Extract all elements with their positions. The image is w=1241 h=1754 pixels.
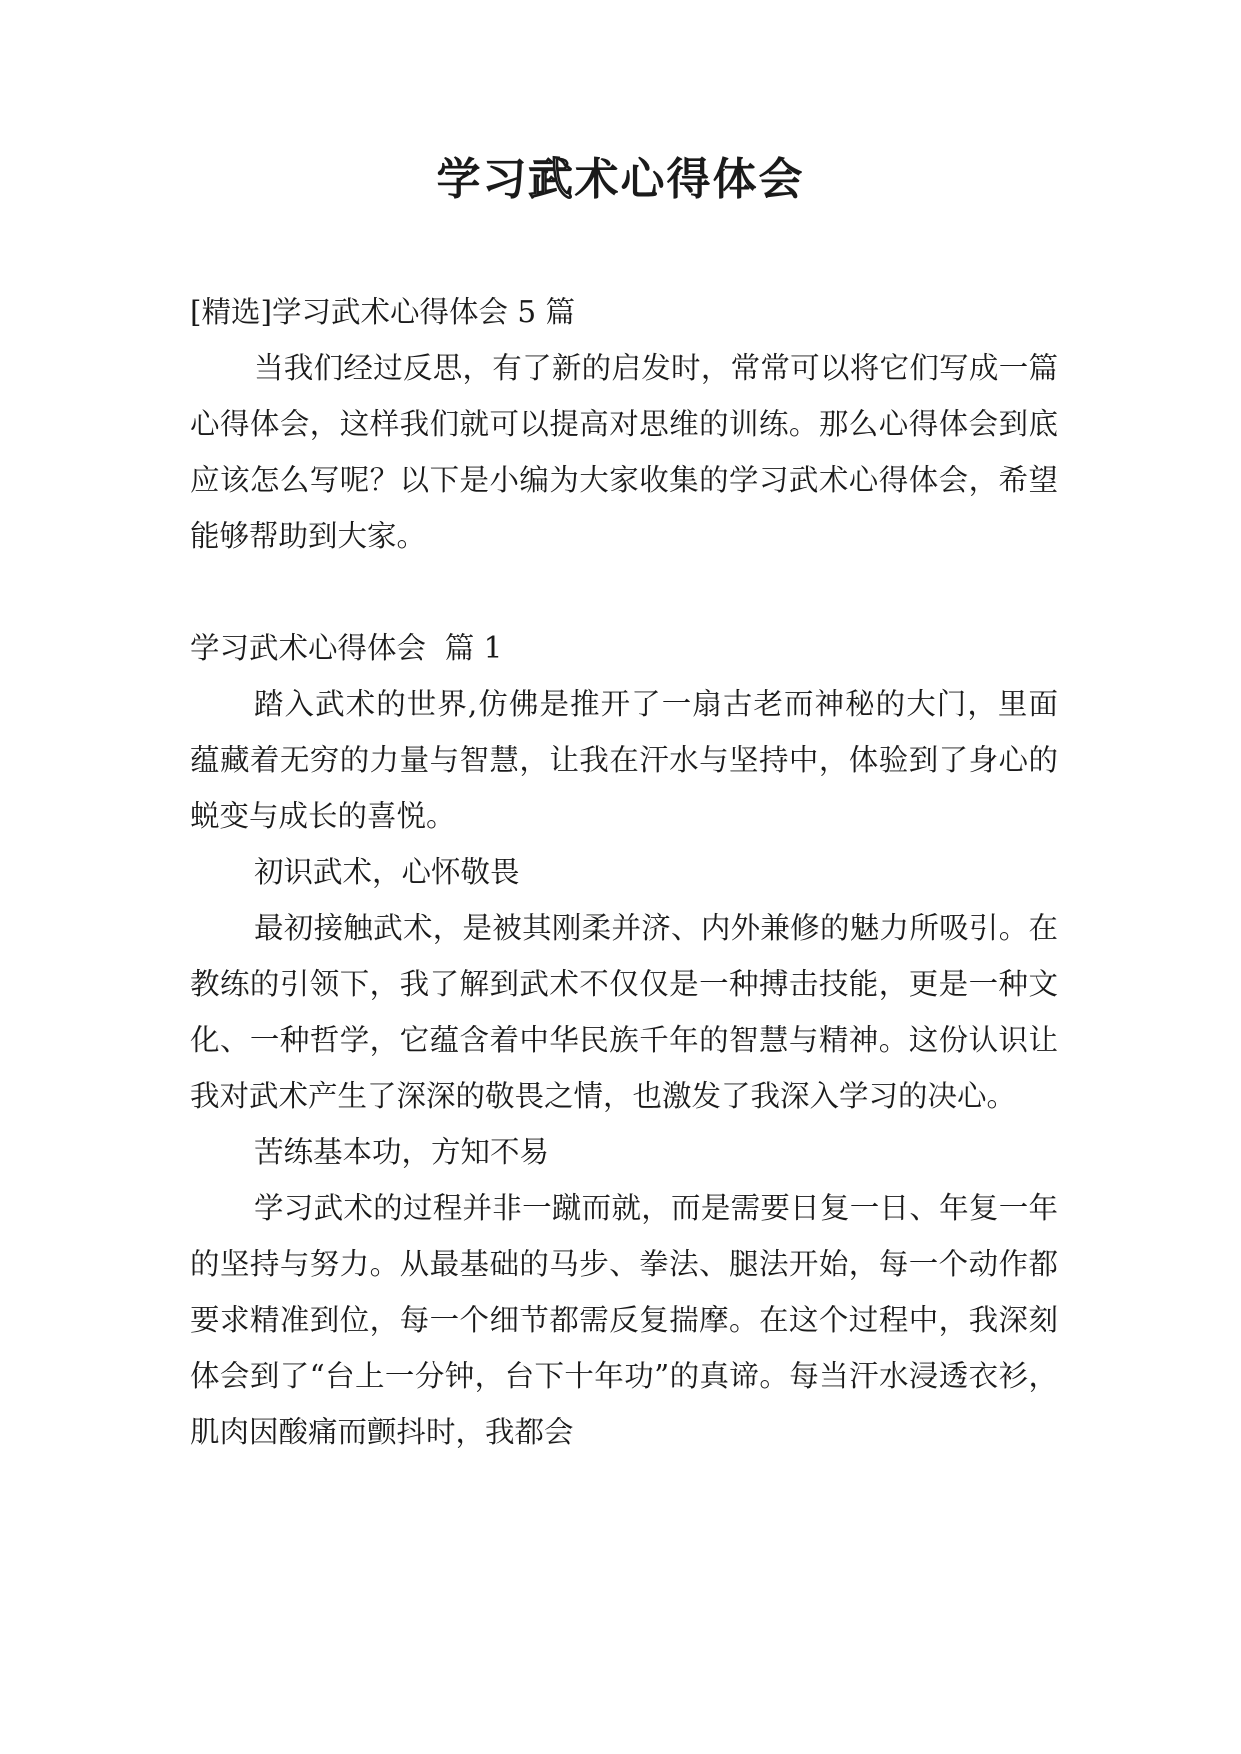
section-1-heading: 学习武术心得体会 篇 1 xyxy=(190,631,503,665)
document-subtitle: [精选]学习武术心得体会 5 篇 xyxy=(190,295,576,329)
section-1-paragraph-2: 最初接触武术，是被其刚柔并济、内外兼修的魅力所吸引。在教练的引领下，我了解到武术不仅仅是一种搏击技能，更是一种文化、一种哲学，它蕴含着中华民族千年的智慧与精神。这份认识让我对武术产生了深深的敬畏之情，也激发了我深入学习的决心。 xyxy=(190,911,1058,1113)
document-title xyxy=(0,150,1241,210)
section-1-subheading-2: 苦练基本功，方知不易 xyxy=(254,1135,550,1169)
title-part-1: 学习 xyxy=(436,154,529,205)
title-outlined-char: 武 xyxy=(528,154,575,205)
title-part-2: 术心得体会 xyxy=(574,154,805,205)
blank-line xyxy=(190,564,1058,620)
section-1-paragraph-1: 踏入武术的世界,仿佛是推开了一扇古老而神秘的大门，里面蕴藏着无穷的力量与智慧，让我在汗水与坚持中，体验到了身心的蜕变与成长的喜悦。 xyxy=(190,687,1058,833)
section-1-paragraph-3: 学习武术的过程并非一蹴而就，而是需要日复一日、年复一年的坚持与努力。从最基础的马步、拳法、腿法开始，每一个动作都要求精准到位，每一个细节都需反复揣摩。在这个过程中，我深刻体会到了“台上一分钟，台下十年功”的真谛。每当汗水浸透衣衫，肌肉因酸痛而颤抖时，我都会 xyxy=(190,1191,1058,1449)
intro-paragraph: 当我们经过反思，有了新的启发时，常常可以将它们写成一篇心得体会，这样我们就可以提高对思维的训练。那么心得体会到底应该怎么写呢？以下是小编为大家收集的学习武术心得体会，希望能够帮助到大家。 xyxy=(190,351,1058,553)
document-body xyxy=(190,284,1058,1460)
section-1-subheading-1: 初识武术，心怀敬畏 xyxy=(254,855,520,889)
